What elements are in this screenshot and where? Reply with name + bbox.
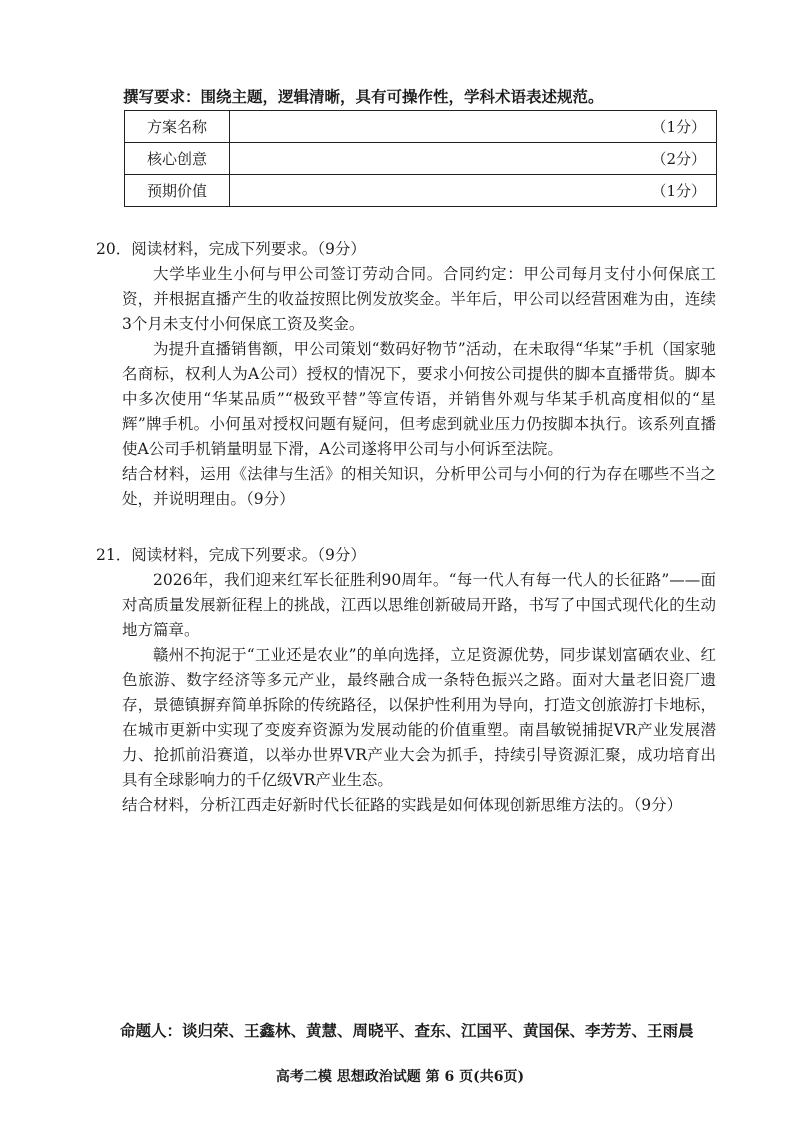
question-20	[96, 236, 716, 512]
question-heading: 21．阅读材料，完成下列要求。（9分）	[96, 546, 366, 564]
material-paragraph: 大学毕业生小何与甲公司签订劳动合同。合同约定：甲公司每月支付小何保底工资，并根据直播产生的收益按照比例发放奖金。半年后，甲公司以经营困难为由，连续3个月未支付小何保底工资及奖金。	[122, 265, 716, 333]
question-heading: 20．阅读材料，完成下列要求。（9分）	[96, 240, 366, 258]
writing-requirement: 撰写要求：围绕主题，逻辑清晰，具有可操作性，学科术语表述规范。	[123, 87, 604, 106]
row-label: 核心创意	[125, 143, 230, 175]
table-row	[125, 111, 717, 143]
row-points[interactable]: （2分）	[230, 143, 717, 175]
table-row	[125, 143, 717, 175]
material-paragraph: 2026年，我们迎来红军长征胜利90周年。“每一代人有每一代人的长征路”——面对高质量发展新征程上的挑战，江西以思维创新破局开路，书写了中国式现代化的生动地方篇章。	[122, 571, 716, 639]
row-points[interactable]: （1分）	[230, 175, 717, 207]
table-row	[125, 175, 717, 207]
question-task: 结合材料，分析江西走好新时代长征路的实践是如何体现创新思维方法的。（9分）	[122, 796, 683, 814]
question-task: 结合材料，运用《法律与生活》的相关知识，分析甲公司与小何的行为存在哪些不当之处，并说明理由。（9分）	[122, 465, 716, 508]
page-footer: 高考二模 思想政治试题 第 6 页(共6页)	[275, 1069, 525, 1085]
material-paragraph: 赣州不拘泥于“工业还是农业”的单向选择，立足资源优势，同步谋划富硒农业、红色旅游、数字经济等多元产业，最终融合成一条特色振兴之路。面对大量老旧瓷厂遗存，景德镇摒弃简单拆除的传统路径，以保护性利用为导向，打造文创旅游打卡地标，在城市更新中实现了变废弃资源为发展动能的价值重塑。南昌敏锐捕捉VR产业发展潜力、抢抓前沿赛道，以举办世界VR产业大会为抓手，持续引导资源汇聚，成功培育出具有全球影响力的千亿级VR产业生态。	[122, 646, 716, 789]
row-label: 预期价值	[125, 175, 230, 207]
material-paragraph: 为提升直播销售额，甲公司策划“数码好物节”活动，在未取得“华某”手机（国家驰名商标，权利人为A公司）授权的情况下，要求小何按公司提供的脚本直播带货。脚本中多次使用“华某品质”“极致平替”等宣传语，并销售外观与华某手机高度相似的“星辉”牌手机。小何虽对授权问题有疑问，但考虑到就业压力仍按脚本执行。该系列直播使A公司手机销量明显下滑，A公司遂将甲公司与小何诉至法院。	[122, 340, 716, 458]
row-label: 方案名称	[125, 111, 230, 143]
answer-table	[124, 110, 717, 207]
question-21	[96, 542, 716, 818]
question-authors: 命题人：谈归荣、王鑫林、黄慧、周晓平、查东、江国平、黄国保、李芳芳、王雨晨	[120, 1021, 694, 1040]
row-points[interactable]: （1分）	[230, 111, 717, 143]
